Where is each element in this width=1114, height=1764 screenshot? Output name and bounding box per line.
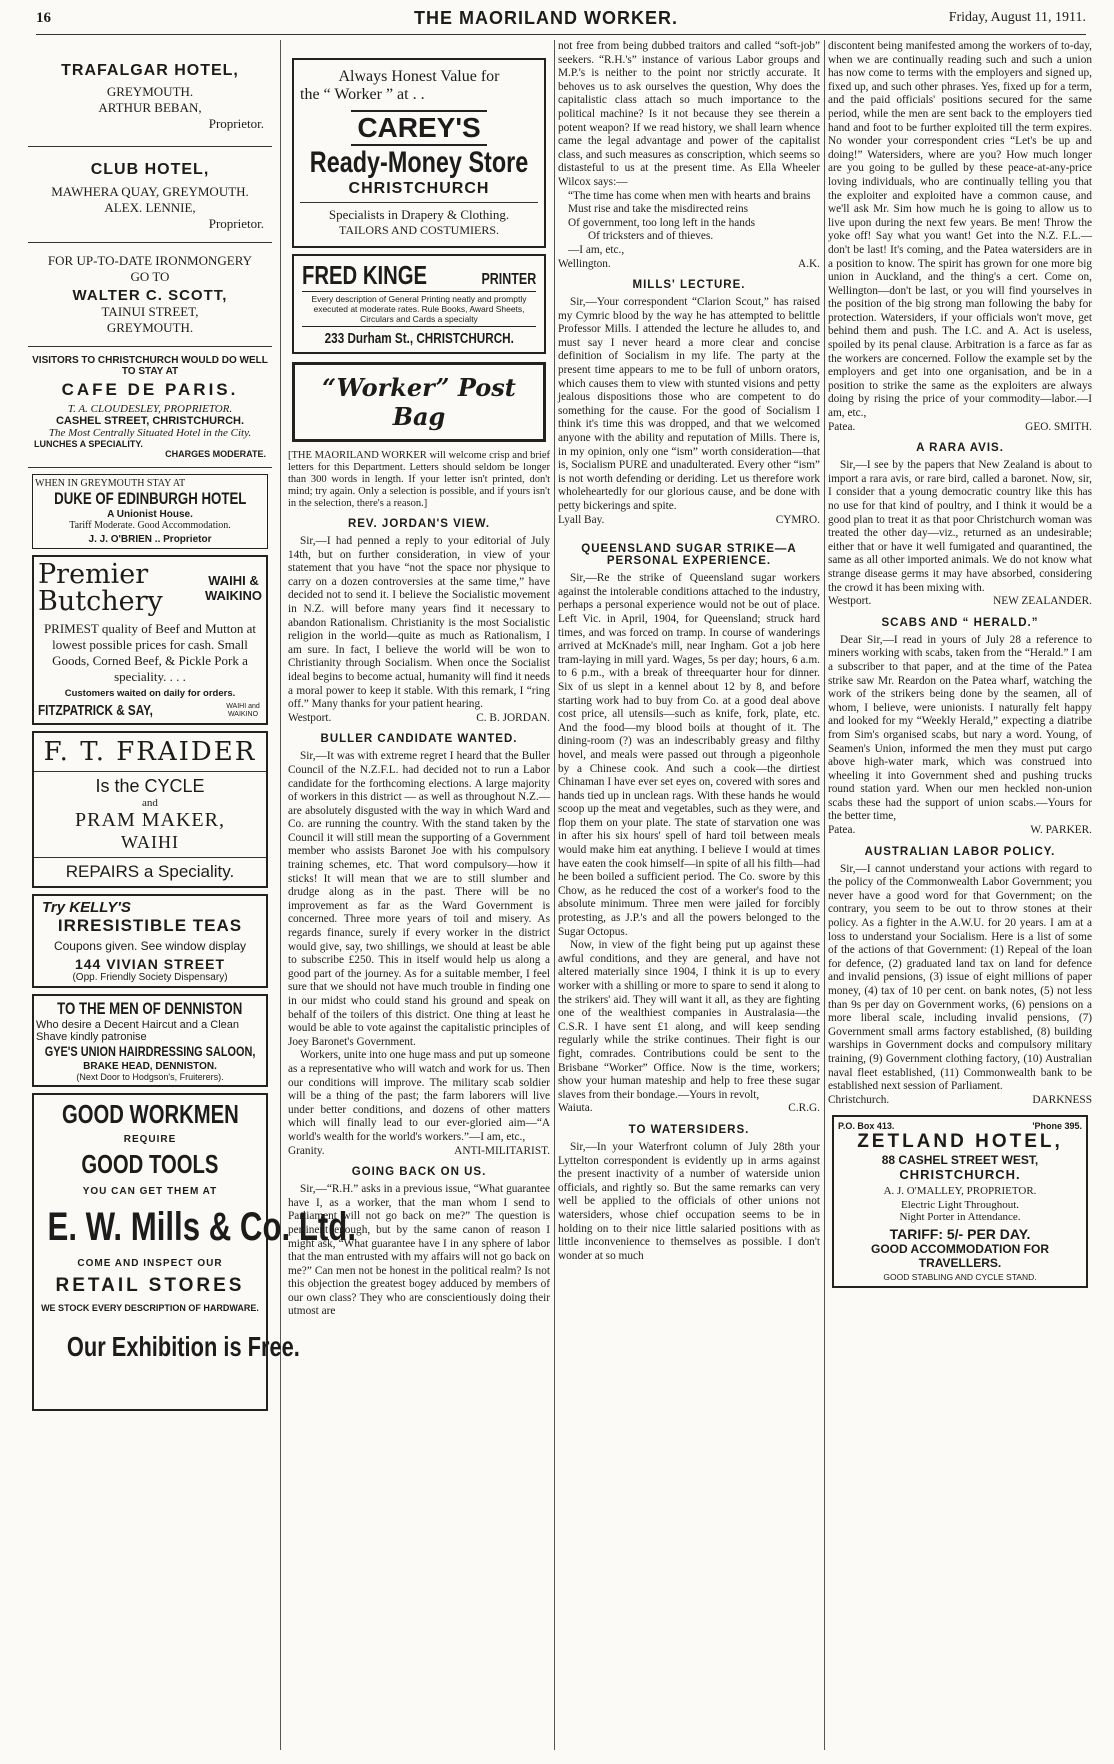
letter-heading: BULLER CANDIDATE WANTED.	[320, 733, 518, 746]
letter-poem: “The time has come when men with hearts and brains Must rise and take the misdirected reins Of government, too long left in the hands Of tricksters and of thieves. —I am, etc.,	[568, 189, 811, 256]
fred-kinge-ad: FRED KINGE PRINTER Every description of General Printing neatly and promptly executed at moderate rates. Rule Books, Award Sheets, Circulars and Cards a specialty 233 Durham St., CHRISTCHURCH.	[292, 254, 546, 354]
zetland-hotel-ad: P.O. Box 413. 'Phone 395. ZETLAND HOTEL, 88 CASHEL STREET WEST, CHRISTCHURCH. A. J. O'MALLEY, PROPRIETOR. Electric Light Throughout. Night Porter in Attendance. TARIFF: 5/- PER DAY. GOOD ACCOMMODATION FOR TRAVELLERS. GOOD STABLING AND CYCLE STAND.	[832, 1115, 1088, 1288]
letter-heading: SCABS AND “ HERALD.”	[881, 616, 1039, 629]
masthead: THE MAORILAND WORKER.	[414, 8, 678, 28]
fraider-ad: F. T. FRAIDER Is the CYCLE and PRAM MAKER, WAIHI REPAIRS a Speciality.	[32, 731, 268, 888]
ad-title: GOOD WORKMEN	[61, 1099, 239, 1129]
letter-heading: QUEENSLAND SUGAR STRIKE—A PERSONAL EXPERIENCE.	[581, 543, 797, 568]
column-2	[288, 40, 550, 1752]
letter-body: Sir,—I had penned a reply to your editorial of July 14th, but on further consideration, in view of your statement that you have “not the space nor physique to carry on a dozen controversies at the same time,” have decided not to send it. I believe the Socialistic movement in N.Z. will before many years find it necessary to abandon Rationalism. Christianity is the most Socialistic religion in the world—quite as much as Rationalism, I am sure. In fact, I believe the world will be won to Christianity through Socialism. When once the Socialist ideal begins to become actual, humanity will find it needs a moral power to keep it stable. With this remark, I “ring off.” Many thanks for your patient hearing.	[288, 535, 550, 711]
editor-note: [THE MAORILAND WORKER will welcome crisp and brief letters for this Department. Letters should seldom be longer than 300 words in length. If your letter isn't printed, don't mind; try again. Only a selection is possible, and if yours isn't in the selection, there's a reason.]	[288, 450, 550, 509]
post-bag-banner	[292, 362, 546, 442]
letter-signature: Christchurch. DARKNESS	[828, 1093, 1092, 1106]
trafalgar-hotel-ad: TRAFALGAR HOTEL, GREYMOUTH. ARTHUR BEBAN, Proprietor.	[28, 40, 272, 132]
divider	[28, 146, 272, 147]
careys-store-ad: Always Honest Value for the “ Worker ” at . . CAREY'S Ready-Money Store CHRISTCHURCH Specialists in Drapery & Clothing. TAILORS AND COSTUMIERS.	[292, 58, 546, 248]
club-hotel-ad: CLUB HOTEL, MAWHERA QUAY, GREYMOUTH. ALEX. LENNIE, Proprietor.	[28, 151, 272, 232]
ad-title: IRRESISTIBLE TEAS	[57, 916, 243, 935]
letter-body: Dear Sir,—I read in yours of July 28 a reference to miners working with scabs, taken from the “Herald.” I am a subscriber to that paper, and at the time of the Patea strike saw Mr. Reardon on the Patea wharf, watching the work of the strikers being done by the seamen, all of whom, I believe, were unionists. I naturally felt happy and looked for my “Weekly Herald,” expecting a diatribe from Sim's organised scabs, but nary a word. Young, of Seamen's Union, informed the men they must put cargo above high-water mark, which was construed into wheeling it into Government shed and pushing trucks round station yard. When our men heckled non-union scabs these had the support of union scabs.—Yours for the better time,	[828, 633, 1092, 823]
letter-heading: TO WATERSIDERS.	[628, 1123, 750, 1136]
issue-date: Friday, August 11, 1911.	[948, 10, 1086, 25]
duke-of-edinburgh-ad: WHEN IN GREYMOUTH STAY AT DUKE OF EDINBURGH HOTEL A Unionist House. Tariff Moderate. Good Accommodation. J. J. O'BRIEN .. Proprietor	[32, 474, 268, 549]
letter-signature: Wellington. A.K.	[558, 257, 820, 270]
ad-title: ZETLAND HOTEL,	[857, 1131, 1063, 1153]
letter-body: discontent being manifested among the workers of to-day, when we are continually reading such and such a union has now come to terms with the employers and signed up, fixed up, and such other phrases. Yes, fixed up for a term, and the paid officials' positions secured for the same period, while the men are sent back to the employers tied hand and foot to be further exploited till the term expires. No wonder your correspondent cries “Let's be up and doing!” Watersiders, where are you? How much longer are you going to be gulled by these peace-at-any-price loving individuals, who are continually telling you that the exploiter and exploited have a common cause, and we'll ask Mr. Sim how much he is going to allow us to live upon during the next few years. Be men! Throw the yoke off! Say what you want! Get into the N.Z. F.L.—don't be last! It's coming, and the Patea watersiders are in a position to know. The spirit has grown for one more big union in Auckland, and the thing's a cert. Come on, Wellington—don't be last, or you will find yourselves in the position of the big strong man following the baby for protection. Watersiders, if your officials won't move, get behind them and push. The I.C. and A. Act is useless, spoiled by its penal clause. Arbitration is a farce as far as the workers are concerned. Follow the example set by the employers and get into one organisation, and be in a position to strike the same as the exploiters are always doing by rising the price of your commodity—labor.—I am, etc.,	[828, 40, 1092, 420]
kellys-teas-ad: Try KELLY'S IRRESISTIBLE TEAS Coupons given. See window display 144 VIVIAN STREET (Opp. Friendly Society Dispensary)	[32, 894, 268, 988]
column-rule	[280, 40, 281, 1750]
letter-signature: Patea. GEO. SMITH.	[828, 420, 1092, 433]
letter-heading: GOING BACK ON US.	[351, 1166, 487, 1179]
letter-body: Sir,—I see by the papers that New Zealand is about to import a rara avis, or rare bird, called a baronet. Now, sir, I consider that a young democratic country like this has no use for that kind of poultry, and I think it would be a good plan to treat it as that poor Christchurch woman was treated the other day—viz., returned as an undesirable; either that or have it well fumigated and quarantined, the same as all other imported animals. We do not know what strange disease germs it may have absorbed, considering the crowd it has been mixing with.	[828, 459, 1092, 594]
letter-body: Sir,—“R.H.” asks in a previous issue, “What guarantee have I, as a worker, that the man whom I send to Parliament will not go back on me?” The question is pertinent enough, but by the same canon of reason I might ask, “What guarantee have I in any sphere of labor that the man entrusted with my affairs will not go back on me?” Can men not be honest in the political realm? Is not this objection the greatest bogey adduced by members of our own class? They who are conscientiously doing their utmost are	[288, 1183, 550, 1318]
letter-signature: Westport. C. B. JORDAN.	[288, 711, 550, 724]
letter-body: not free from being dubbed traitors and called “soft-job” seekers. “R.H.'s” instance of various Labor groups and M.P.'s is neither to the point nor strictly accurate. It behoves us to ask ourselves the question, Why does the capitalistic class attach so much importance to the political machine? Is it not because they see therein a potent weapon? If we read history, we shall learn whence came the legal advantage and power of the capitalist class, and such measures as conscription, which seems so distasteful to us at the present time. As Ella Wheeler Wilcox says:—	[558, 40, 820, 188]
ad-title: CAFE DE PARIS.	[61, 380, 239, 399]
letter-body: Sir,—Re the strike of Queensland sugar workers against the intolerable conditions attached to the industry, perhaps a personal experience would not be out of place. Left Vic. in April, 1904, for Queensland; struck hard times, and was forced on tramp. In course of wanderings arrived at McKnade's mill, near Ingham. Got a job here tram-laying in mill yard. Wages, 5s per day; hours, 6 a.m. to 6 p.m., with a break of threequarter hour for dinner. Six of us slept in a kennel about 12 by 8, and before starting work had to buy from Co. at a good deal above cost price, all utensils—such as knife, fork, plate, etc. And the food—my blood boils at thought of it. The dining-room (?) was an indescribably greasy and filthy hovel, and meals were passed out through a pigeonhole by a Chinese cook. And such a cook—the dirtiest Chinaman I have ever set eyes on, covered with sores and hands tied up in unclean rags. With these hands he would scoop up the meat and vegetables, such as they were, and flop them on your plate. The state of starvation one was in after his six hours' spell of hard toil between meals would make him eat anything. I believe I would at times have eaten the cook himself—in spite of all his filth—had he been boiled a sufficient period. The Co. swore by this Chow, as he reduced the cost of a worker's food to the absolute minimum. Three men were jailed for forcibly protesting, as J.P.'s and all the powers belonged to the Sugar Octopus. Now, in view of the fight being put up against these awful conditions, and they are general, and have not altered materially since 1904, I think it is up to every worker with a shilling or more to spare to send it along to the strikers' aid. They will want it all, as they are fighting one of the wealthiest companies in Australasia—the C.S.R. I have sent £1 along, and will keep sending regularly while the strike continues. Their fight is our fight, comrades. Contributions could be sent to the Brisbane “Worker” Office. Now is the time, workers; show your human mateship and help to free these sugar slaves from their bondage.—Yours in revolt,	[558, 572, 820, 1101]
ad-title: F. T. FRAIDER	[43, 737, 257, 767]
column-1	[28, 40, 357, 1752]
ad-title: DUKE OF EDINBURGH HOTEL	[53, 489, 247, 508]
column-rule	[824, 40, 825, 1750]
ad-title: TRAFALGAR HOTEL,	[61, 62, 239, 79]
cafe-de-paris-ad: VISITORS TO CHRISTCHURCH WOULD DO WELL TO STAY AT CAFE DE PARIS. T. A. CLOUDESLEY, PROPRIETOR. CASHEL STREET, CHRISTCHURCH. The Most Centrally Situated Hotel in the City. LUNCHES A SPECIALITY. CHARGES MODERATE.	[28, 351, 272, 459]
divider	[28, 346, 272, 347]
letter-body: Sir,—It was with extreme regret I heard that the Buller Council of the N.Z.F.L. had decided not to run a Labor candidate for the forthcoming elections. A large majority of workers in this district — as well as throughout N.Z.—are absolutely disgusted with the way in which Ward and Co. are running the country. With the stand taken by the Council it will still mean the supporting of a Government member who assists Baronet Joe with his compulsory training schemes, etc. That word compulsory—how it sticks! It will mean that we are to still slumber and drudge along as in the past. There will be no improvement as far as the Ward Government is concerned. Three more years of toil and misery. As regards finance, surely if every worker in the district would give, say, two shillings, we should at least be able to subscribe £250. This in itself would help us along a good part of the journey. As for a suitable member, I feel sure that we should not have much trouble in finding one in our midst who could stand his ground and speak on behalf of the toilers of this district. One thing at least he would be able to vote against the capitalistic principles of Joey Baronet's Government. Workers, unite into one huge mass and put up someone as a representative who will watch and work for us. Then our conditions will improve. The military scab soldier will be a thing of the past; the farm laborers will live under better conditions, and dozens of other matters which will finally lead to our ever-gloried aim—“A world's wealth for the world's workers.”—I am, etc.,	[288, 750, 550, 1143]
denniston-saloon-ad: TO THE MEN OF DENNISTON Who desire a Decent Haircut and a Clean Shave kindly patronise GYE'S UNION HAIRDRESSING SALOON, BRAKE HEAD, DENNISTON. (Next Door to Hodgson's, Fruiterers).	[32, 994, 268, 1087]
section-title: “Worker” Post Bag	[322, 373, 516, 431]
letter-signature: Westport. NEW ZEALANDER.	[828, 595, 1092, 608]
letter-signature: Patea. W. PARKER.	[828, 824, 1092, 837]
ad-title: WALTER C. SCOTT,	[72, 287, 228, 304]
letter-signature: Waiuta. C.R.G.	[558, 1102, 820, 1115]
letter-signature: Lyall Bay. CYMRO.	[558, 513, 820, 526]
ad-title: CLUB HOTEL,	[90, 161, 210, 178]
ad-title: FRED KINGE	[302, 260, 428, 290]
column-rule	[554, 40, 555, 1750]
letter-heading: MILLS' LECTURE.	[632, 279, 746, 292]
letter-body: Sir,—Your correspondent “Clarion Scout,” has raised my Cymric blood by the way he has attempted to belittle Professor Mills. I attended the lecture he alludes to, and must say I never heard a more clear and concise definition of Socialism in my life. The party at the present time appears to me to be full of unborn orators, which causes them to view with stunted visions and petty jealous dispositions those who are competent to do something for the cause. For the good of Socialism I think it's time this was dropped, and that we welcomed anyone with the ability and reputation of Mills. There is, in my opinion, only one “ism” worth consideration—that is, Socialism PURE and unadulterated. Every other “ism” is not worth defending or deriding. Let us therefore work wholeheartedly for our glorious cause, and be done with petty bickerings and spite.	[558, 296, 820, 512]
column-4	[828, 40, 1092, 1752]
letter-signature: Granity. ANTI-MILITARIST.	[288, 1144, 550, 1157]
letter-heading: A RARA AVIS.	[916, 442, 1004, 455]
column-3	[558, 40, 820, 1752]
ad-title: Premier	[38, 559, 149, 590]
ad-title: CAREY'S	[351, 110, 486, 146]
mills-hardware-ad: GOOD WORKMEN REQUIRE GOOD TOOLS YOU CAN GET THEM AT E. W. Mills & Co. Ltd. COME AND INSPECT OUR RETAIL STORES WE STOCK EVERY DESCRIPTION OF HARDWARE. Our Exhibition is Free.	[32, 1093, 268, 1411]
divider	[28, 467, 272, 468]
walter-scott-ad: FOR UP-TO-DATE IRONMONGERY GO TO WALTER C. SCOTT, TAINUI STREET, GREYMOUTH.	[28, 247, 272, 336]
letter-body: Sir,—I cannot understand your actions with regard to the policy of the Commonwealth Labor Government; you never have a good word for that Government; on the contrary, you seem to be out to throw stones at their policy. As a fighter in the A.W.U. for 20 years. I am at a loss to understand your Socialism. Here is a list of some of the actions of that Government: (1) Repeal of the loan for defence, (2) graduated land tax on land for defence and invalid pensions, (3) issue of eight millions of paper money, (4) tax of 10 per cent. on bank notes, (5) not less than 9s per day on Government works, (6) pensions on a more liberal scale, including invalid pensions, (7) Government small arms factory established, (8) building warships in Government docks and compulsory military training, (9) Government clothing factory, (10) Australian naval fleet established, (11) Commonwealth bank to be established next session of Parliament.	[828, 862, 1092, 1093]
divider	[28, 242, 272, 243]
premier-butchery-ad: Premier Butchery WAIHI & WAIKINO PRIMEST quality of Beef and Mutton at lowest possible prices for cash. Small Goods, Corned Beef, & Pickle Pork a speciality. . . . Customers waited on daily for orders. FITZPATRICK & SAY, WAIHI and WAIKINO	[32, 555, 268, 725]
letter-body: Sir,—In your Waterfront column of July 28th your Lyttelton correspondent is evidently up in arms against the present inactivity of a number of waterside union officials, and rightly so. But the same remarks can very well be applied to the officials of other unions not watersiders, whose chief occupation seems to be in holding on to their nice little salaried positions with as little inconvenience to themselves as possible. I don't wonder at so much	[558, 1140, 820, 1262]
page-number: 16	[36, 10, 51, 26]
letter-heading: REV. JORDAN'S VIEW.	[347, 518, 491, 530]
ad-title: TO THE MEN OF DENNISTON	[57, 999, 243, 1018]
letter-heading: AUSTRALIAN LABOR POLICY.	[864, 845, 1056, 858]
page-header	[36, 8, 1086, 35]
